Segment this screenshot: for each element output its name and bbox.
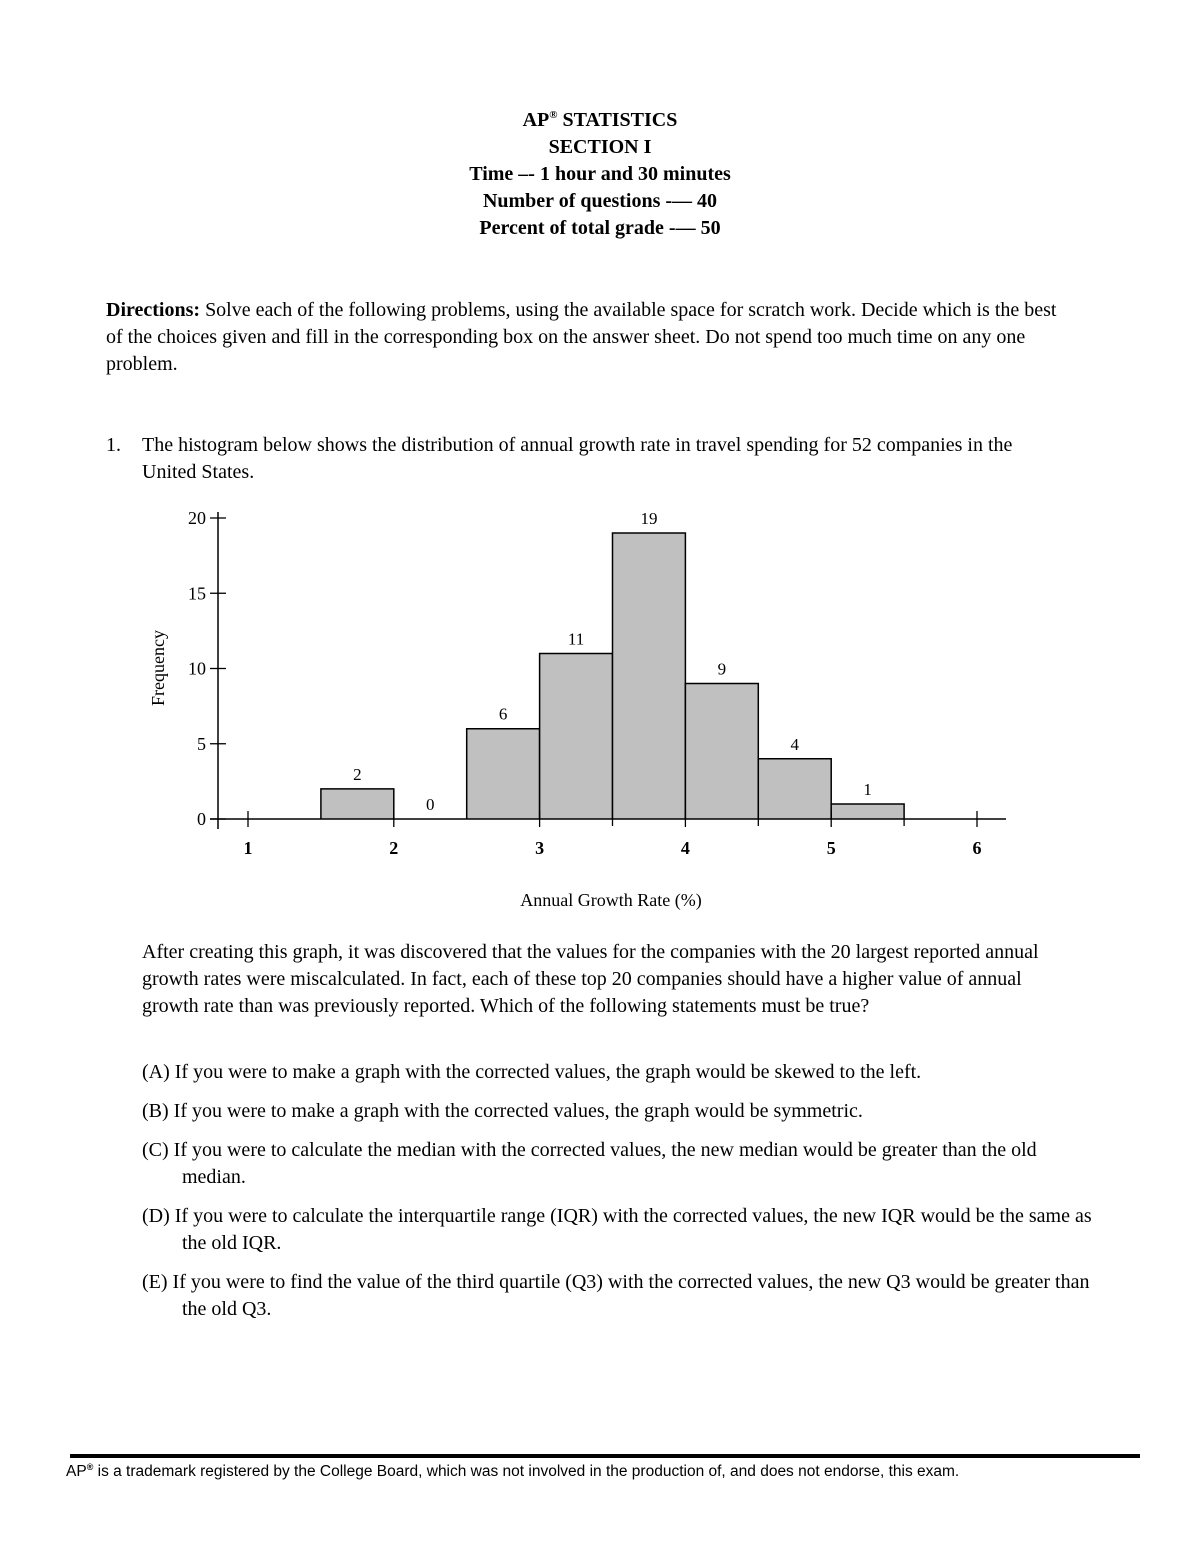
footer-trademark: AP® is a trademark registered by the College Board, which was not involved in the production of, and does not endorse, this exam. — [66, 1462, 960, 1480]
bar-value-label: 11 — [567, 629, 585, 649]
y-axis-label: Frequency — [148, 630, 168, 706]
bar-value-label: 6 — [498, 704, 508, 724]
histogram-bar — [831, 804, 904, 819]
x-tick-label: 4 — [680, 838, 690, 858]
question-stem: The histogram below shows the distribution of annual growth rate in travel spending for 52 companies in the United States. — [142, 434, 1013, 483]
section-title: SECTION I — [548, 136, 652, 158]
x-tick-label: 2 — [389, 838, 399, 858]
x-tick-label: 5 — [826, 838, 836, 858]
directions — [106, 297, 1076, 378]
question-number: 1. — [106, 434, 121, 456]
time-info: Time –- 1 hour and 30 minutes — [469, 163, 731, 185]
x-tick-label: 1 — [243, 838, 253, 858]
directions-text: Solve each of the following problems, using the available space for scratch work. Decide which is the best of the choices given and fill in the corresponding box on the answer sheet. Do not spend too much time on any one problem. — [106, 299, 1057, 375]
choice-e[interactable]: (E) If you were to find the value of the third quartile (Q3) with the corrected values, the new Q3 would be greater than the old Q3. — [142, 1271, 1090, 1320]
x-tick-label: 3 — [535, 838, 545, 858]
histogram-bar — [321, 789, 394, 819]
choice-a[interactable]: (A) If you were to make a graph with the corrected values, the graph would be skewed to the left. — [142, 1061, 922, 1083]
bar-value-label: 1 — [863, 779, 872, 799]
histogram-bar — [467, 729, 540, 819]
exam-header — [0, 107, 1200, 242]
choice-b[interactable]: (B) If you were to make a graph with the corrected values, the graph would be symmetric. — [142, 1100, 863, 1122]
histogram-svg — [140, 500, 1020, 920]
y-tick-label: 0 — [197, 809, 206, 829]
y-tick-label: 5 — [197, 733, 206, 754]
choice-d[interactable]: (D) If you were to calculate the interquartile range (IQR) with the corrected values, the new IQR would be the same as the old IQR. — [142, 1205, 1092, 1254]
choice-c[interactable]: (C) If you were to calculate the median with the corrected values, the new median would be greater than the old median. — [142, 1139, 1037, 1188]
y-tick-label: 10 — [188, 658, 206, 679]
histogram-bar — [540, 653, 613, 819]
bar-value-label: 9 — [717, 659, 727, 679]
histogram-chart — [140, 500, 1020, 920]
histogram-bar — [758, 759, 831, 819]
footer-divider — [70, 1454, 1140, 1458]
y-tick-label: 15 — [188, 583, 206, 604]
exam-title: AP® STATISTICS — [522, 109, 678, 131]
x-tick-label: 6 — [972, 838, 982, 858]
answer-choices — [142, 1059, 1092, 1335]
bar-value-label: 2 — [353, 764, 362, 784]
directions-label: Directions: — [106, 299, 201, 321]
bar-value-label: 19 — [640, 509, 658, 529]
histogram-bar — [613, 533, 686, 819]
question-1 — [106, 432, 1066, 486]
question-followup: After creating this graph, it was discovered that the values for the companies with the 20 largest reported annual growth rates were miscalculated. In fact, each of these top 20 companies should have a higher value of annual growth rate than was previously reported. Which of the following statements must be true? — [142, 941, 1039, 1017]
bar-value-label: 4 — [790, 734, 799, 754]
histogram-bar — [685, 684, 758, 819]
question-count: Number of questions -— 40 — [482, 190, 718, 212]
bar-value-label: 0 — [426, 795, 435, 814]
y-tick-label: 20 — [188, 508, 206, 528]
grade-percent: Percent of total grade -— 50 — [479, 217, 721, 239]
x-axis-label: Annual Growth Rate (%) — [520, 890, 702, 910]
registered-mark: ® — [549, 109, 558, 121]
